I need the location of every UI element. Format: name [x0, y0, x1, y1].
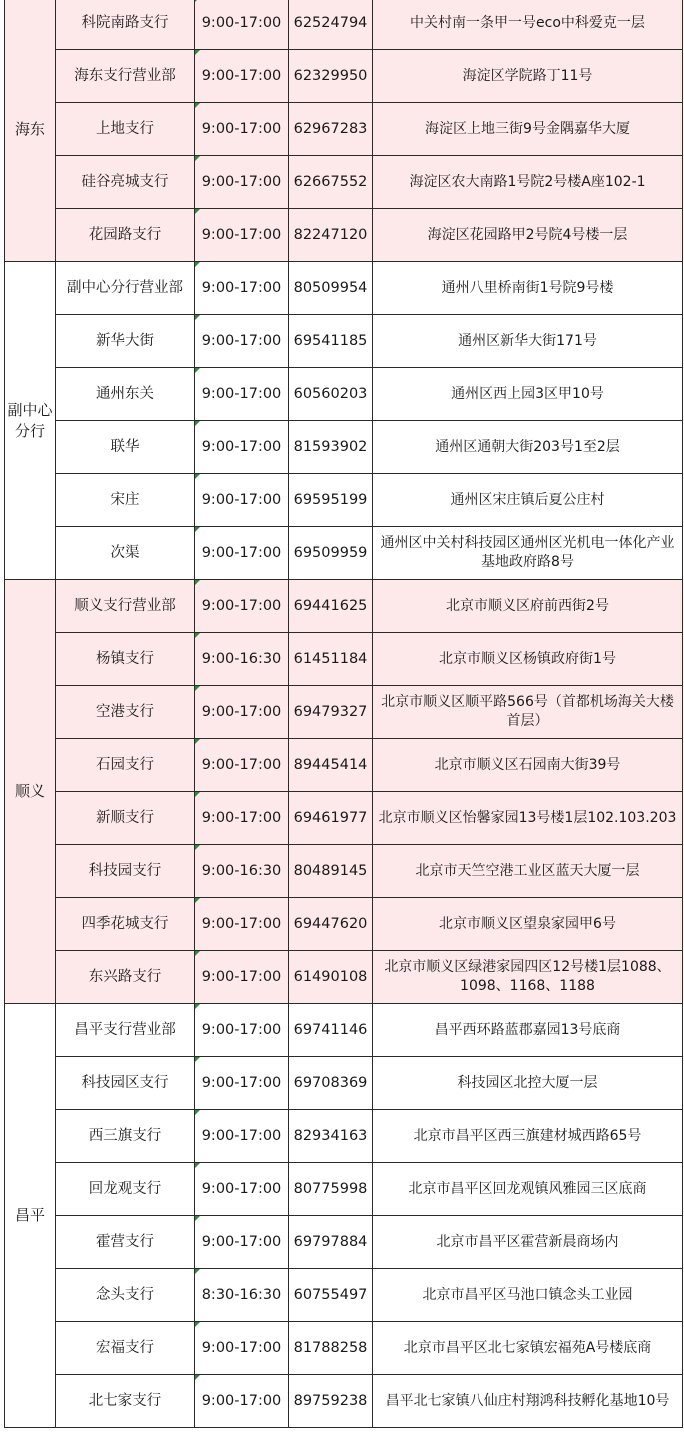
table-row: [5, 103, 683, 156]
address-cell: 科技园区北控大厦一层: [373, 1057, 683, 1110]
phone-cell: 89445414: [289, 739, 373, 792]
address-cell: 海淀区学院路丁11号: [373, 50, 683, 103]
business-hours-cell: 9:00-17:00: [195, 50, 289, 103]
address-cell: 通州区中关村科技园区通州区光机电一体化产业基地政府路8号: [373, 527, 683, 580]
phone-cell: 69741146: [289, 1004, 373, 1057]
phone-cell: 69461977: [289, 792, 373, 845]
branch-name-cell: 上地支行: [56, 103, 195, 156]
district-cell: 顺义: [5, 580, 56, 1004]
branch-table: [4, 0, 683, 1428]
address-cell: 中关村南一条甲一号eco中科爱克一层: [373, 0, 683, 50]
phone-cell: 89759238: [289, 1375, 373, 1428]
business-hours-cell: 9:00-17:00: [195, 421, 289, 474]
district-cell: 海东: [5, 0, 56, 262]
business-hours-cell: 9:00-16:30: [195, 845, 289, 898]
branch-name-cell: 西三旗支行: [56, 1110, 195, 1163]
branch-name-cell: 次渠: [56, 527, 195, 580]
business-hours-cell: 9:00-17:00: [195, 0, 289, 50]
branch-name-cell: 新华大街: [56, 315, 195, 368]
branch-name-cell: 副中心分行营业部: [56, 262, 195, 315]
phone-cell: 69595199: [289, 474, 373, 527]
address-cell: 北京市昌平区回龙观镇风雅园三区底商: [373, 1163, 683, 1216]
phone-cell: 80775998: [289, 1163, 373, 1216]
branch-name-cell: 科技园支行: [56, 845, 195, 898]
table-row: [5, 1216, 683, 1269]
phone-cell: 81593902: [289, 421, 373, 474]
branch-name-cell: 念头支行: [56, 1269, 195, 1322]
business-hours-cell: 9:00-17:00: [195, 156, 289, 209]
address-cell: 通州区西上园3区甲10号: [373, 368, 683, 421]
address-cell: 北京市顺义区顺平路566号（首都机场海关大楼首层）: [373, 686, 683, 739]
phone-cell: 61490108: [289, 951, 373, 1004]
phone-cell: 69441625: [289, 580, 373, 633]
business-hours-cell: 9:00-17:00: [195, 1110, 289, 1163]
business-hours-cell: 9:00-17:00: [195, 262, 289, 315]
table-row: [5, 1163, 683, 1216]
business-hours-cell: 9:00-17:00: [195, 686, 289, 739]
branch-name-cell: 宏福支行: [56, 1322, 195, 1375]
branch-name-cell: 东兴路支行: [56, 951, 195, 1004]
phone-cell: 69447620: [289, 898, 373, 951]
address-cell: 通州区宋庄镇后夏公庄村: [373, 474, 683, 527]
business-hours-cell: 9:00-17:00: [195, 103, 289, 156]
district-cell: 副中心分行: [5, 262, 56, 580]
address-cell: 北京市昌平区霍营新晨商场内: [373, 1216, 683, 1269]
branch-name-cell: 联华: [56, 421, 195, 474]
address-cell: 北京市顺义区杨镇政府街1号: [373, 633, 683, 686]
table-row: [5, 527, 683, 580]
phone-cell: 62329950: [289, 50, 373, 103]
phone-cell: 80489145: [289, 845, 373, 898]
address-cell: 海淀区花园路甲2号院4号楼一层: [373, 209, 683, 262]
business-hours-cell: 9:00-17:00: [195, 792, 289, 845]
address-cell: 通州区通朝大街203号1至2层: [373, 421, 683, 474]
business-hours-cell: 9:00-17:00: [195, 1057, 289, 1110]
phone-cell: 69797884: [289, 1216, 373, 1269]
business-hours-cell: 9:00-17:00: [195, 1163, 289, 1216]
business-hours-cell: 9:00-17:00: [195, 527, 289, 580]
table-row: [5, 209, 683, 262]
phone-cell: 60755497: [289, 1269, 373, 1322]
address-cell: 北京市昌平区西三旗建材城西路65号: [373, 1110, 683, 1163]
business-hours-cell: 9:00-17:00: [195, 1322, 289, 1375]
business-hours-cell: 8:30-16:30: [195, 1269, 289, 1322]
branch-name-cell: 花园路支行: [56, 209, 195, 262]
table-row: [5, 315, 683, 368]
phone-cell: 82934163: [289, 1110, 373, 1163]
address-cell: 北京市昌平区马池口镇念头工业园: [373, 1269, 683, 1322]
branch-name-cell: 石园支行: [56, 739, 195, 792]
phone-cell: 62524794: [289, 0, 373, 50]
table-row: [5, 474, 683, 527]
business-hours-cell: 9:00-17:00: [195, 580, 289, 633]
branch-name-cell: 宋庄: [56, 474, 195, 527]
branch-name-cell: 通州东关: [56, 368, 195, 421]
table-row: [5, 368, 683, 421]
table-row: [5, 686, 683, 739]
phone-cell: 61451184: [289, 633, 373, 686]
address-cell: 通州八里桥南街1号院9号楼: [373, 262, 683, 315]
phone-cell: 69708369: [289, 1057, 373, 1110]
branch-name-cell: 回龙观支行: [56, 1163, 195, 1216]
table-row: [5, 262, 683, 315]
phone-cell: 62667552: [289, 156, 373, 209]
table-row: [5, 792, 683, 845]
table-row: [5, 951, 683, 1004]
branch-name-cell: 北七家支行: [56, 1375, 195, 1428]
address-cell: 北京市顺义区望泉家园甲6号: [373, 898, 683, 951]
address-cell: 昌平北七家镇八仙庄村翔鸿科技孵化基地10号: [373, 1375, 683, 1428]
address-cell: 北京市天竺空港工业区蓝天大厦一层: [373, 845, 683, 898]
table-row: [5, 0, 683, 50]
branch-name-cell: 四季花城支行: [56, 898, 195, 951]
table-row: [5, 739, 683, 792]
phone-cell: 80509954: [289, 262, 373, 315]
table-row: [5, 845, 683, 898]
table-row: [5, 1110, 683, 1163]
table-row: [5, 1322, 683, 1375]
table-row: [5, 1269, 683, 1322]
business-hours-cell: 9:00-17:00: [195, 474, 289, 527]
table-row: [5, 633, 683, 686]
phone-cell: 60560203: [289, 368, 373, 421]
address-cell: 昌平西环路蓝郡嘉园13号底商: [373, 1004, 683, 1057]
table-row: [5, 1375, 683, 1428]
branch-table-body: [5, 0, 683, 1428]
address-cell: 北京市顺义区绿港家园四区12号楼1层1088、1098、1168、1188: [373, 951, 683, 1004]
business-hours-cell: 9:00-17:00: [195, 368, 289, 421]
branch-name-cell: 顺义支行营业部: [56, 580, 195, 633]
branch-name-cell: 空港支行: [56, 686, 195, 739]
phone-cell: 69509959: [289, 527, 373, 580]
table-row: [5, 156, 683, 209]
address-cell: 北京市顺义区石园南大街39号: [373, 739, 683, 792]
branch-name-cell: 科技园区支行: [56, 1057, 195, 1110]
address-cell: 北京市顺义区府前西街2号: [373, 580, 683, 633]
address-cell: 北京市昌平区北七家镇宏福苑A号楼底商: [373, 1322, 683, 1375]
business-hours-cell: 9:00-17:00: [195, 898, 289, 951]
address-cell: 海淀区上地三街9号金隅嘉华大厦: [373, 103, 683, 156]
table-row: [5, 421, 683, 474]
table-row: [5, 580, 683, 633]
address-cell: 海淀区农大南路1号院2号楼A座102-1: [373, 156, 683, 209]
branch-name-cell: 科院南路支行: [56, 0, 195, 50]
table-row: [5, 898, 683, 951]
table-row: [5, 1004, 683, 1057]
business-hours-cell: 9:00-17:00: [195, 739, 289, 792]
phone-cell: 81788258: [289, 1322, 373, 1375]
phone-cell: 62967283: [289, 103, 373, 156]
address-cell: 北京市顺义区怡馨家园13号楼1层102.103.203: [373, 792, 683, 845]
branch-name-cell: 硅谷亮城支行: [56, 156, 195, 209]
phone-cell: 69479327: [289, 686, 373, 739]
business-hours-cell: 9:00-16:30: [195, 633, 289, 686]
business-hours-cell: 9:00-17:00: [195, 1216, 289, 1269]
address-cell: 通州区新华大街171号: [373, 315, 683, 368]
table-row: [5, 1057, 683, 1110]
branch-name-cell: 杨镇支行: [56, 633, 195, 686]
business-hours-cell: 9:00-17:00: [195, 951, 289, 1004]
branch-name-cell: 昌平支行营业部: [56, 1004, 195, 1057]
branch-name-cell: 霍营支行: [56, 1216, 195, 1269]
district-cell: 昌平: [5, 1004, 56, 1428]
branch-name-cell: 新顺支行: [56, 792, 195, 845]
business-hours-cell: 9:00-17:00: [195, 1375, 289, 1428]
business-hours-cell: 9:00-17:00: [195, 209, 289, 262]
table-row: [5, 50, 683, 103]
phone-cell: 69541185: [289, 315, 373, 368]
business-hours-cell: 9:00-17:00: [195, 1004, 289, 1057]
business-hours-cell: 9:00-17:00: [195, 315, 289, 368]
branch-name-cell: 海东支行营业部: [56, 50, 195, 103]
phone-cell: 82247120: [289, 209, 373, 262]
